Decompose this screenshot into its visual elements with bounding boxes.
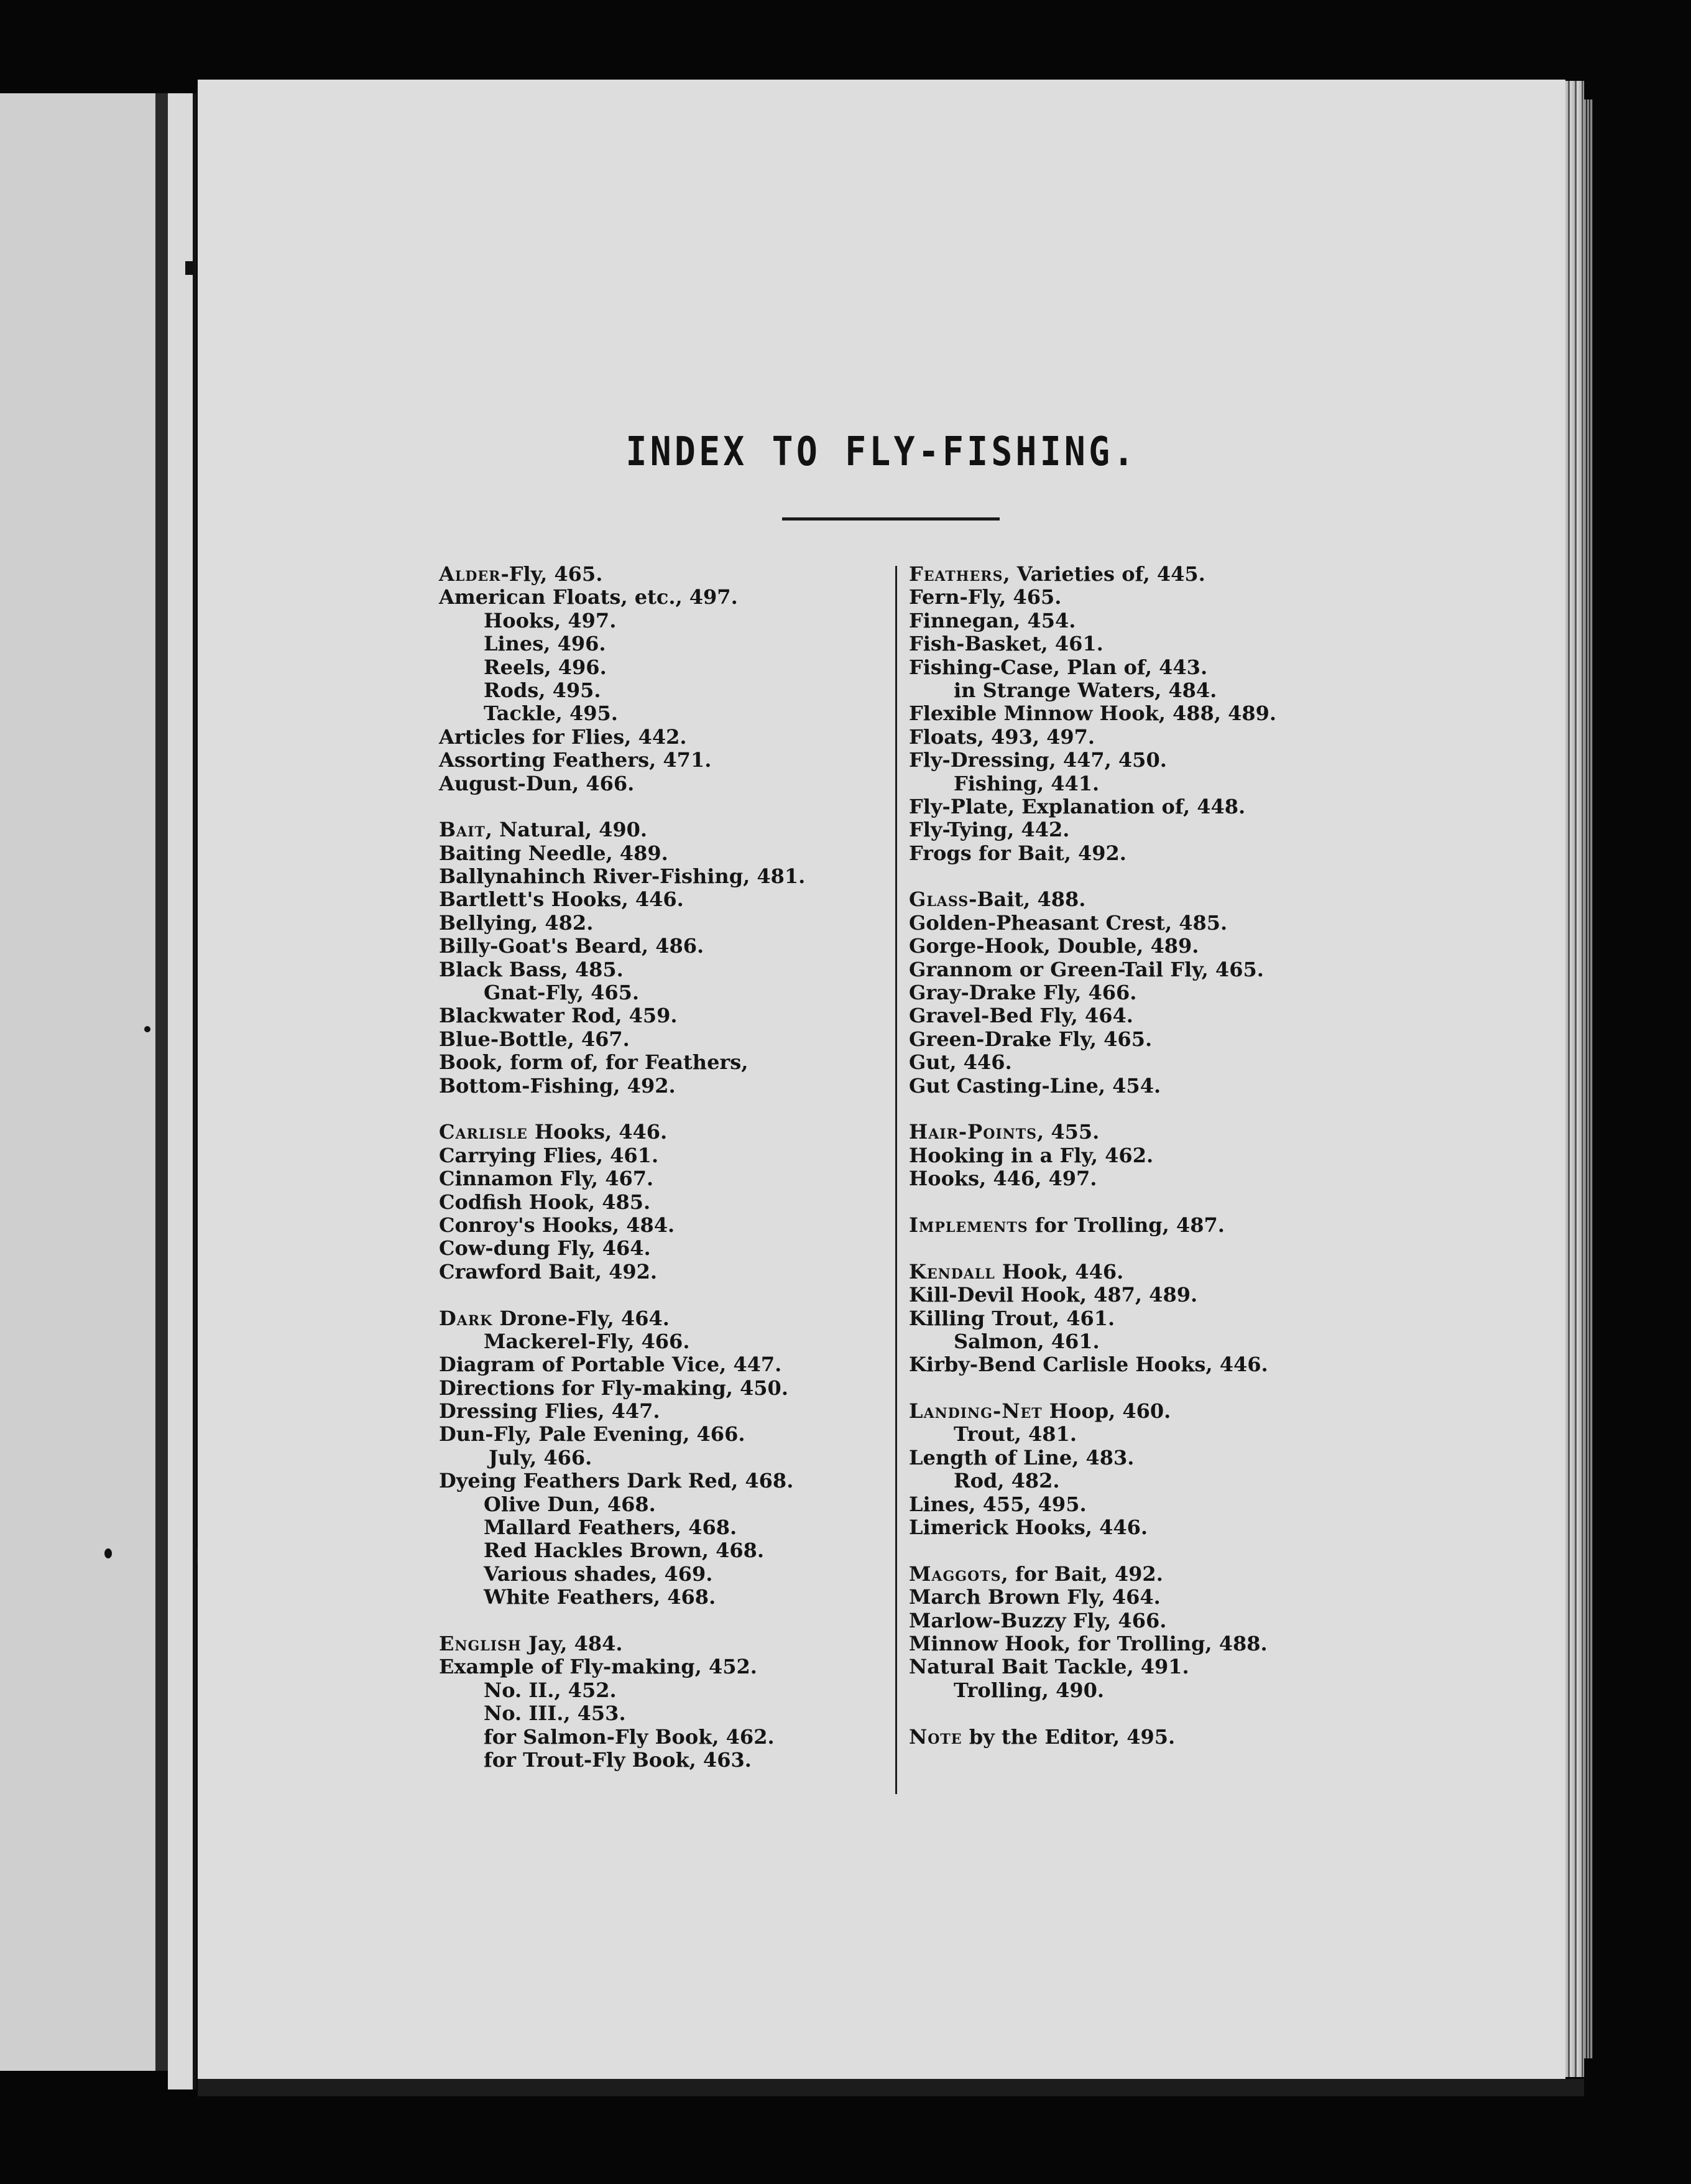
index-entry-text: Gnat-Fly, 465.	[484, 981, 640, 1005]
index-entry	[439, 865, 874, 888]
index-entry-text: , 455.	[1037, 1120, 1100, 1144]
index-entry-text: Dyeing Feathers Dark Red, 468.	[439, 1469, 794, 1493]
index-entry	[439, 563, 874, 586]
index-entry	[909, 1726, 1344, 1749]
index-entry-text: Reels, 496.	[484, 655, 607, 679]
index-entry-text: Kill-Devil Hook, 487, 489.	[909, 1283, 1198, 1307]
index-entry-text: Fishing-Case, Plan of, 443.	[909, 655, 1208, 679]
index-entry-text: Finnegan, 454.	[909, 608, 1076, 632]
index-entry	[909, 726, 1344, 749]
index-entry	[909, 795, 1344, 818]
index-entry-text: Dun-Fly, Pale Evening, 466.	[439, 1422, 745, 1446]
index-entry	[909, 842, 1344, 865]
index-gap	[909, 1702, 1344, 1725]
index-entry	[439, 1191, 874, 1214]
index-entry-text: Flexible Minnow Hook, 488, 489.	[909, 701, 1277, 726]
index-entry-text: Dressing Flies, 447.	[439, 1399, 660, 1423]
index-letter-heading: Feathers	[909, 562, 1003, 586]
index-entry-text: No. III., 453.	[484, 1701, 626, 1726]
index-entry	[439, 1051, 874, 1074]
index-entry	[439, 1121, 874, 1144]
index-entry	[439, 1655, 874, 1678]
index-entry-text: for Trolling, 487.	[1028, 1213, 1225, 1237]
index-entry	[439, 586, 874, 609]
index-gap	[909, 865, 1344, 888]
index-entry	[909, 958, 1344, 981]
index-entry	[909, 679, 1344, 702]
index-entry	[439, 1075, 874, 1098]
index-entry	[439, 1377, 874, 1400]
index-entry	[909, 1004, 1344, 1027]
index-gap	[439, 795, 874, 818]
page-bottom-shadow	[198, 2079, 1584, 2096]
index-entry	[909, 1167, 1344, 1190]
index-entry-text: Mackerel-Fly, 466.	[484, 1329, 690, 1353]
index-entry	[909, 1446, 1344, 1469]
facing-page-edge	[0, 93, 155, 2071]
index-entry	[909, 1307, 1344, 1330]
index-entry	[909, 656, 1344, 679]
index-entry-text: Red Hackles Brown, 468.	[484, 1539, 765, 1563]
index-entry	[439, 726, 874, 749]
index-letter-heading: Bait	[439, 818, 486, 842]
index-entry-text: Rod, 482.	[954, 1469, 1060, 1493]
index-entry	[439, 842, 874, 865]
index-entry-text: White Feathers, 468.	[484, 1585, 716, 1609]
index-entry	[909, 1284, 1344, 1307]
index-gap	[909, 1098, 1344, 1121]
index-entry	[439, 1028, 874, 1051]
index-entry	[439, 888, 874, 911]
index-entry-text: Gut Casting-Line, 454.	[909, 1073, 1161, 1098]
index-letter-heading: Implements	[909, 1213, 1028, 1237]
index-entry-text: American Floats, etc., 497.	[439, 585, 738, 609]
index-entry-text: Hooks, 446.	[527, 1120, 668, 1144]
index-entry	[909, 1423, 1344, 1446]
index-entry-text: for Trout-Fly Book, 463.	[484, 1747, 752, 1772]
index-letter-heading: Note	[909, 1724, 962, 1749]
index-gap	[439, 1284, 874, 1307]
index-entry-text: Trout, 481.	[954, 1422, 1077, 1446]
index-entry-text: Rods, 495.	[484, 678, 601, 702]
index-entry	[909, 912, 1344, 935]
index-entry-text: Hooks, 497.	[484, 608, 617, 632]
index-entry-text: Various shades, 469.	[484, 1562, 713, 1586]
index-entry-text: -Fly, 465.	[500, 562, 603, 586]
index-entry-text: Marlow-Buzzy Fly, 466.	[909, 1608, 1167, 1632]
index-entry	[909, 1563, 1344, 1586]
index-entry-text: Ballynahinch River-Fishing, 481.	[439, 864, 806, 889]
index-entry-text: in Strange Waters, 484.	[954, 678, 1217, 702]
index-entry	[439, 1004, 874, 1027]
index-entry-text: Directions for Fly-making, 450.	[439, 1376, 788, 1400]
index-entry-text: Black Bass, 485.	[439, 957, 624, 981]
index-entry-text: Length of Line, 483.	[909, 1445, 1135, 1469]
index-entry	[909, 1330, 1344, 1353]
index-entry	[909, 609, 1344, 632]
index-entry-text: Gorge-Hook, Double, 489.	[909, 934, 1199, 958]
index-entry-text: Articles for Flies, 442.	[439, 724, 687, 749]
index-letter-heading: Maggots	[909, 1562, 1002, 1586]
index-entry-text: Hoop, 460.	[1042, 1399, 1171, 1423]
index-entry-text: August-Dun, 466.	[439, 771, 635, 795]
index-entry	[439, 1749, 874, 1772]
index-letter-heading: English	[439, 1631, 522, 1655]
index-entry	[909, 1632, 1344, 1655]
index-entry-text: Bellying, 482.	[439, 910, 594, 935]
margin-speck	[144, 1026, 150, 1032]
index-entry	[439, 1726, 874, 1749]
index-entry	[439, 1679, 874, 1702]
index-entry-text: Fishing, 441.	[954, 771, 1100, 795]
index-entry-text: Crawford Bait, 492.	[439, 1259, 658, 1284]
index-entry	[439, 935, 874, 958]
index-entry	[439, 1237, 874, 1260]
index-entry-text: Hook, 446.	[995, 1259, 1124, 1284]
index-entry	[909, 702, 1344, 725]
index-entry	[909, 935, 1344, 958]
index-entry-text: Diagram of Portable Vice, 447.	[439, 1353, 782, 1377]
index-entry-text: Baiting Needle, 489.	[439, 841, 668, 865]
index-letter-heading: Alder	[439, 562, 501, 586]
index-entry	[909, 1586, 1344, 1609]
index-entry	[909, 1400, 1344, 1423]
index-entry	[909, 1353, 1344, 1376]
index-column-left	[439, 563, 874, 1772]
index-entry	[909, 1493, 1344, 1516]
index-entry-text: Book, form of, for Feathers,	[439, 1050, 749, 1075]
index-entry	[909, 586, 1344, 609]
index-letter-heading: Hair-Points	[909, 1120, 1038, 1144]
index-entry-text: for Salmon-Fly Book, 462.	[484, 1724, 775, 1749]
facing-page-shadow	[155, 93, 168, 2071]
index-entry	[909, 1028, 1344, 1051]
index-gap	[439, 1609, 874, 1632]
index-gap	[909, 1377, 1344, 1400]
index-gap	[909, 1191, 1344, 1214]
index-entry-text: Fish-Basket, 461.	[909, 632, 1104, 656]
index-entry-text: Hooks, 446, 497.	[909, 1167, 1097, 1191]
index-entry-text: Blue-Bottle, 467.	[439, 1027, 630, 1051]
index-entry	[909, 1261, 1344, 1284]
index-entry-text: Mallard Feathers, 468.	[484, 1515, 737, 1540]
index-entry-text: Kirby-Bend Carlisle Hooks, 446.	[909, 1353, 1268, 1377]
index-gap	[909, 1539, 1344, 1562]
index-entry	[439, 1516, 874, 1539]
index-entry	[909, 772, 1344, 795]
index-entry	[439, 749, 874, 772]
index-entry	[439, 1586, 874, 1609]
index-entry	[909, 1469, 1344, 1492]
index-entry-text: Golden-Pheasant Crest, 485.	[909, 910, 1228, 935]
index-entry	[909, 632, 1344, 655]
index-letter-heading: Kendall	[909, 1259, 995, 1284]
index-entry	[909, 1679, 1344, 1702]
index-entry-text: Natural Bait Tackle, 491.	[909, 1655, 1189, 1679]
index-entry	[439, 1144, 874, 1167]
index-entry	[909, 1655, 1344, 1678]
index-entry	[909, 888, 1344, 911]
index-entry-text: Olive Dun, 468.	[484, 1492, 656, 1516]
title-rule	[782, 517, 1000, 521]
index-entry-text: , Natural, 490.	[485, 818, 648, 842]
index-entry	[909, 1516, 1344, 1539]
index-entry	[909, 563, 1344, 586]
index-entry	[439, 1702, 874, 1725]
index-entry-text: Hooking in a Fly, 462.	[909, 1143, 1154, 1167]
index-entry-text: Trolling, 490.	[954, 1678, 1105, 1702]
index-entry	[439, 1632, 874, 1655]
page-stack-edge	[1584, 99, 1593, 2058]
index-entry-text: Salmon, 461.	[954, 1329, 1100, 1353]
index-entry-text: Minnow Hook, for Trolling, 488.	[909, 1631, 1268, 1655]
index-entry-text: Cinnamon Fly, 467.	[439, 1167, 654, 1191]
index-entry-text: Floats, 493, 497.	[909, 724, 1095, 749]
index-entry-text: Fly-Tying, 442.	[909, 818, 1070, 842]
index-entry	[439, 1400, 874, 1423]
index-entry-text: Carrying Flies, 461.	[439, 1143, 659, 1167]
index-entry-text: , for Bait, 492.	[1001, 1562, 1163, 1586]
index-entry	[439, 1446, 874, 1469]
index-entry-text: Jay, 484.	[521, 1631, 623, 1655]
column-divider	[895, 566, 897, 1794]
index-page	[198, 80, 1565, 2079]
index-entry	[439, 1493, 874, 1516]
index-entry	[439, 1423, 874, 1446]
index-letter-heading: Glass	[909, 887, 969, 912]
index-entry-text: Blackwater Rod, 459.	[439, 1004, 678, 1028]
index-entry-text: Cow-dung Fly, 464.	[439, 1236, 651, 1261]
index-entry-text: Drone-Fly, 464.	[492, 1306, 670, 1330]
index-entry-text: by the Editor, 495.	[962, 1724, 1176, 1749]
index-entry-text: Gravel-Bed Fly, 464.	[909, 1004, 1133, 1028]
index-entry	[439, 958, 874, 981]
index-entry	[439, 1539, 874, 1562]
index-entry	[439, 632, 874, 655]
index-entry-text: Fern-Fly, 465.	[909, 585, 1062, 609]
binding-mark	[185, 261, 194, 275]
index-entry	[909, 1609, 1344, 1632]
index-entry	[439, 1330, 874, 1353]
index-entry-text: Grannom or Green-Tail Fly, 465.	[909, 957, 1264, 981]
index-entry	[439, 609, 874, 632]
index-entry-text: Limerick Hooks, 446.	[909, 1515, 1148, 1540]
index-entry	[439, 981, 874, 1004]
index-entry-text: Example of Fly-making, 452.	[439, 1655, 757, 1679]
index-entry-text: -Bait, 488.	[969, 887, 1086, 912]
index-entry	[439, 912, 874, 935]
index-entry-text: Lines, 496.	[484, 632, 606, 656]
index-entry	[439, 1214, 874, 1237]
index-entry-text: No. II., 452.	[484, 1678, 617, 1702]
index-gap	[439, 1098, 874, 1121]
margin-speck	[104, 1548, 112, 1558]
index-letter-heading: Landing-Net	[909, 1399, 1043, 1423]
index-entry	[909, 749, 1344, 772]
index-entry	[439, 1307, 874, 1330]
index-entry	[909, 981, 1344, 1004]
index-entry-text: Frogs for Bait, 492.	[909, 841, 1127, 865]
index-entry	[909, 818, 1344, 841]
index-entry	[909, 1214, 1344, 1237]
index-entry	[439, 818, 874, 841]
index-entry-text: Tackle, 495.	[484, 701, 618, 726]
index-entry-text: Assorting Feathers, 471.	[439, 748, 712, 772]
index-entry	[439, 772, 874, 795]
index-entry	[909, 1121, 1344, 1144]
index-entry	[439, 1563, 874, 1586]
index-entry	[909, 1144, 1344, 1167]
index-entry	[439, 679, 874, 702]
index-entry-text: Green-Drake Fly, 465.	[909, 1027, 1153, 1051]
index-entry-text: Codfish Hook, 485.	[439, 1190, 651, 1214]
book-gutter	[168, 93, 196, 2089]
index-column-right	[909, 563, 1344, 1749]
index-entry	[909, 1075, 1344, 1098]
index-entry-text: Fly-Dressing, 447, 450.	[909, 748, 1167, 772]
index-entry-text: , Varieties of, 445.	[1003, 562, 1205, 586]
index-entry	[439, 702, 874, 725]
index-entry	[909, 1051, 1344, 1074]
page-title: INDEX TO FLY-FISHING.	[625, 429, 1138, 475]
index-entry	[439, 1469, 874, 1492]
index-entry-text: Conroy's Hooks, 484.	[439, 1213, 675, 1237]
index-letter-heading: Carlisle	[439, 1120, 528, 1144]
index-entry-text: March Brown Fly, 464.	[909, 1585, 1161, 1609]
index-entry-text: Bartlett's Hooks, 446.	[439, 887, 684, 912]
index-entry-text: Gut, 446.	[909, 1050, 1012, 1075]
index-entry	[439, 1353, 874, 1376]
index-entry-text: Bottom-Fishing, 492.	[439, 1073, 676, 1098]
index-entry	[439, 1261, 874, 1284]
index-entry	[439, 656, 874, 679]
index-entry-text: Killing Trout, 461.	[909, 1306, 1115, 1330]
index-entry-text: Gray-Drake Fly, 466.	[909, 981, 1137, 1005]
index-gap	[909, 1237, 1344, 1260]
index-entry-text: Lines, 455, 495.	[909, 1492, 1087, 1516]
page-stack-edge	[1565, 81, 1584, 2077]
index-entry-text: July, 466.	[489, 1445, 592, 1469]
index-entry-text: Billy-Goat's Beard, 486.	[439, 934, 704, 958]
index-letter-heading: Dark	[439, 1306, 493, 1330]
index-entry	[439, 1167, 874, 1190]
index-entry-text: Fly-Plate, Explanation of, 448.	[909, 794, 1246, 818]
